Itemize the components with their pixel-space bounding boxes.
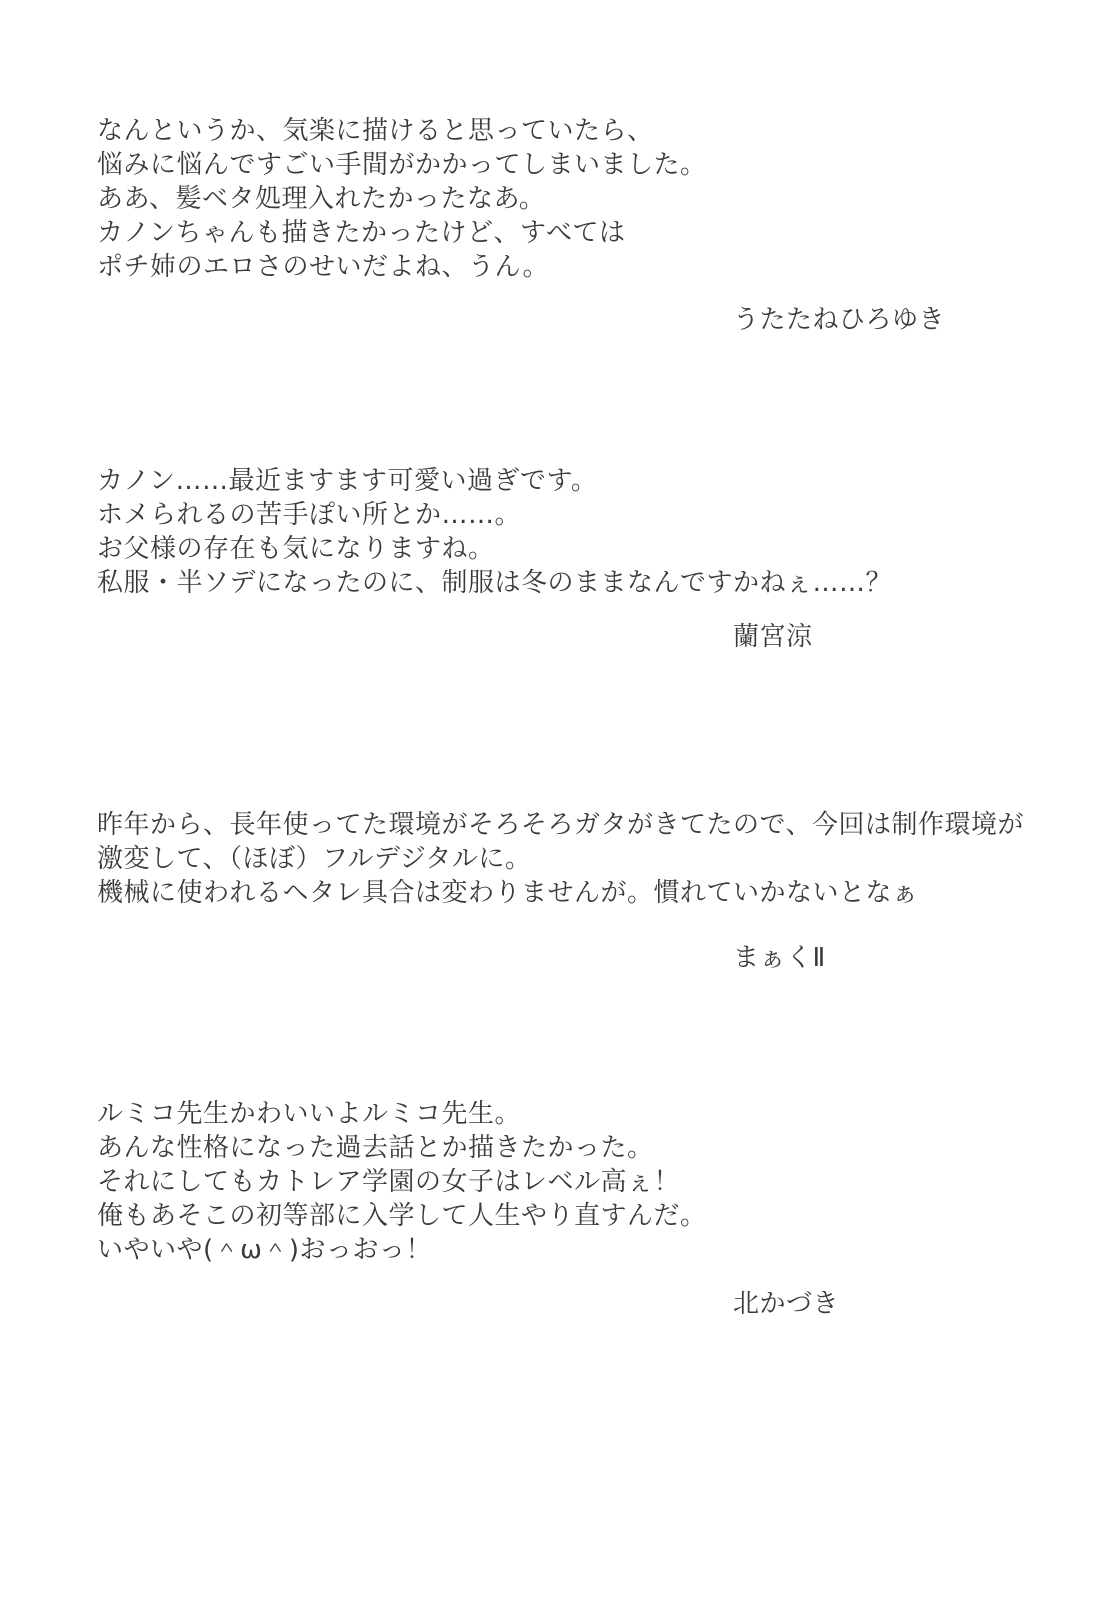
- comment-line: 俺もあそこの初等部に入学して人生やり直すんだ。: [97, 1201, 707, 1231]
- comment-line: お父様の存在も気になりますね。: [97, 534, 495, 564]
- comment-line: ああ、髪ベタ処理入れたかったなあ。: [97, 184, 546, 214]
- comment-line: 昨年から、長年使ってた環境がそろそろガタがきてたので、今回は制作環境が: [97, 810, 1024, 840]
- comment-line: ポチ姉のエロさのせいだよね、うん。: [97, 252, 550, 282]
- comment-line: ホメられるの苦手ぽい所とか……。: [97, 500, 522, 530]
- comment-block: [97, 464, 1057, 600]
- comment-line: カノンちゃんも描きたかったけど、すべては: [97, 218, 626, 248]
- author-signature: まぁくⅡ: [733, 943, 826, 973]
- comment-line: 機械に使われるヘタレ具合は変わりませんが。慣れていかないとなぁ: [97, 878, 919, 908]
- author-signature: うたたねひろゆき: [733, 305, 946, 335]
- author-signature: 蘭宮涼: [733, 622, 813, 652]
- comment-line: ルミコ先生かわいいよルミコ先生。: [97, 1099, 522, 1129]
- comment-block: [97, 808, 1057, 910]
- comment-line: なんというか、気楽に描けると思っていたら、: [97, 116, 654, 146]
- comment-block: [97, 1097, 1057, 1267]
- author-signature: 北かづき: [733, 1289, 840, 1319]
- comment-line: 激変して、（ほぼ）フルデジタルに。: [97, 844, 532, 874]
- comment-line: 悩みに悩んですごい手間がかかってしまいました。: [97, 150, 707, 180]
- comment-line: カノン……最近ますます可愛い過ぎです。: [97, 466, 598, 496]
- comment-line: いやいや(＾ω＾)おっおっ！: [97, 1235, 433, 1265]
- comment-line: あんな性格になった過去話とか描きたかった。: [97, 1133, 654, 1163]
- comment-line: 私服・半ソデになったのに、制服は冬のままなんですかねぇ……？: [97, 568, 893, 598]
- comment-line: それにしてもカトレア学園の女子はレベル高ぇ！: [97, 1167, 681, 1197]
- comment-block: [97, 114, 1057, 284]
